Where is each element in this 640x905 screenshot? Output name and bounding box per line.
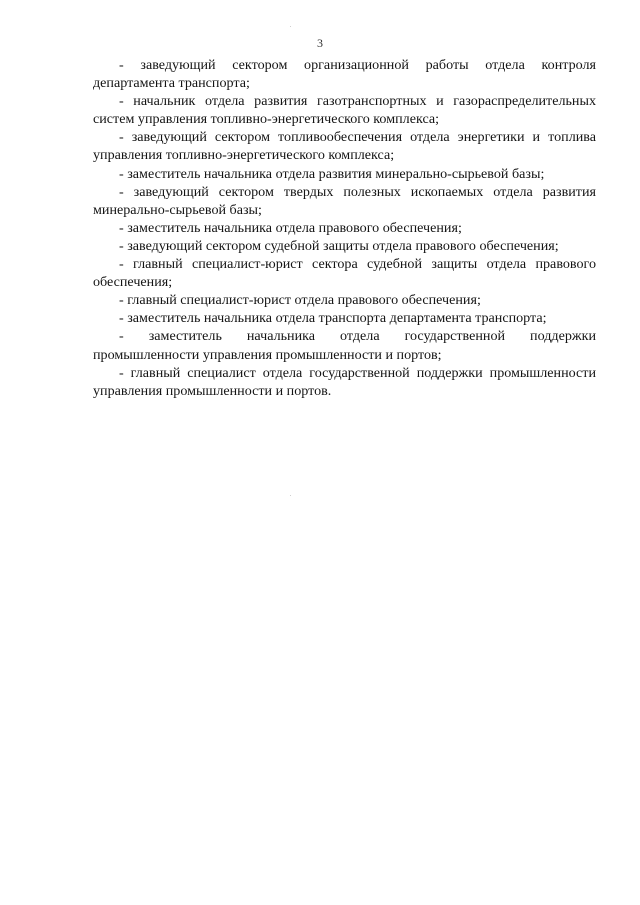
list-item: - заместитель начальника отдела государственной поддержки промышленности управления промышленности и портов;: [93, 328, 596, 363]
list-item: - заместитель начальника отдела правового обеспечения;: [119, 219, 462, 236]
list-item: - заведующий сектором твердых полезных ископаемых отдела развития минерально-сырьевой базы;: [93, 183, 596, 218]
list-item: - заведующий сектором топливообеспечения отдела энергетики и топлива управления топливно-энергетического комплекса;: [93, 129, 596, 164]
list-item: - заведующий сектором судебной защиты отдела правового обеспечения;: [119, 237, 559, 254]
scan-speck: [290, 26, 291, 27]
list-item: - заместитель начальника отдела развития минерально-сырьевой базы;: [119, 165, 545, 182]
page-number: 3: [317, 36, 323, 50]
list-item: - начальник отдела развития газотранспортных и газораспределительных систем управления топливно-энергетического комплекса;: [93, 93, 596, 128]
list-item: - главный специалист-юрист сектора судебной защиты отдела правового обеспечения;: [93, 256, 596, 291]
list-item: - главный специалист-юрист отдела правового обеспечения;: [119, 292, 481, 309]
scan-speck: [290, 495, 291, 496]
list-item: - заведующий сектором организационной работы отдела контроля департамента транспорта;: [93, 57, 596, 92]
document-body: [93, 56, 596, 400]
list-item: - главный специалист отдела государственной поддержки промышленности управления промышленности и портов.: [93, 364, 596, 399]
list-item: - заместитель начальника отдела транспорта департамента транспорта;: [119, 310, 547, 327]
